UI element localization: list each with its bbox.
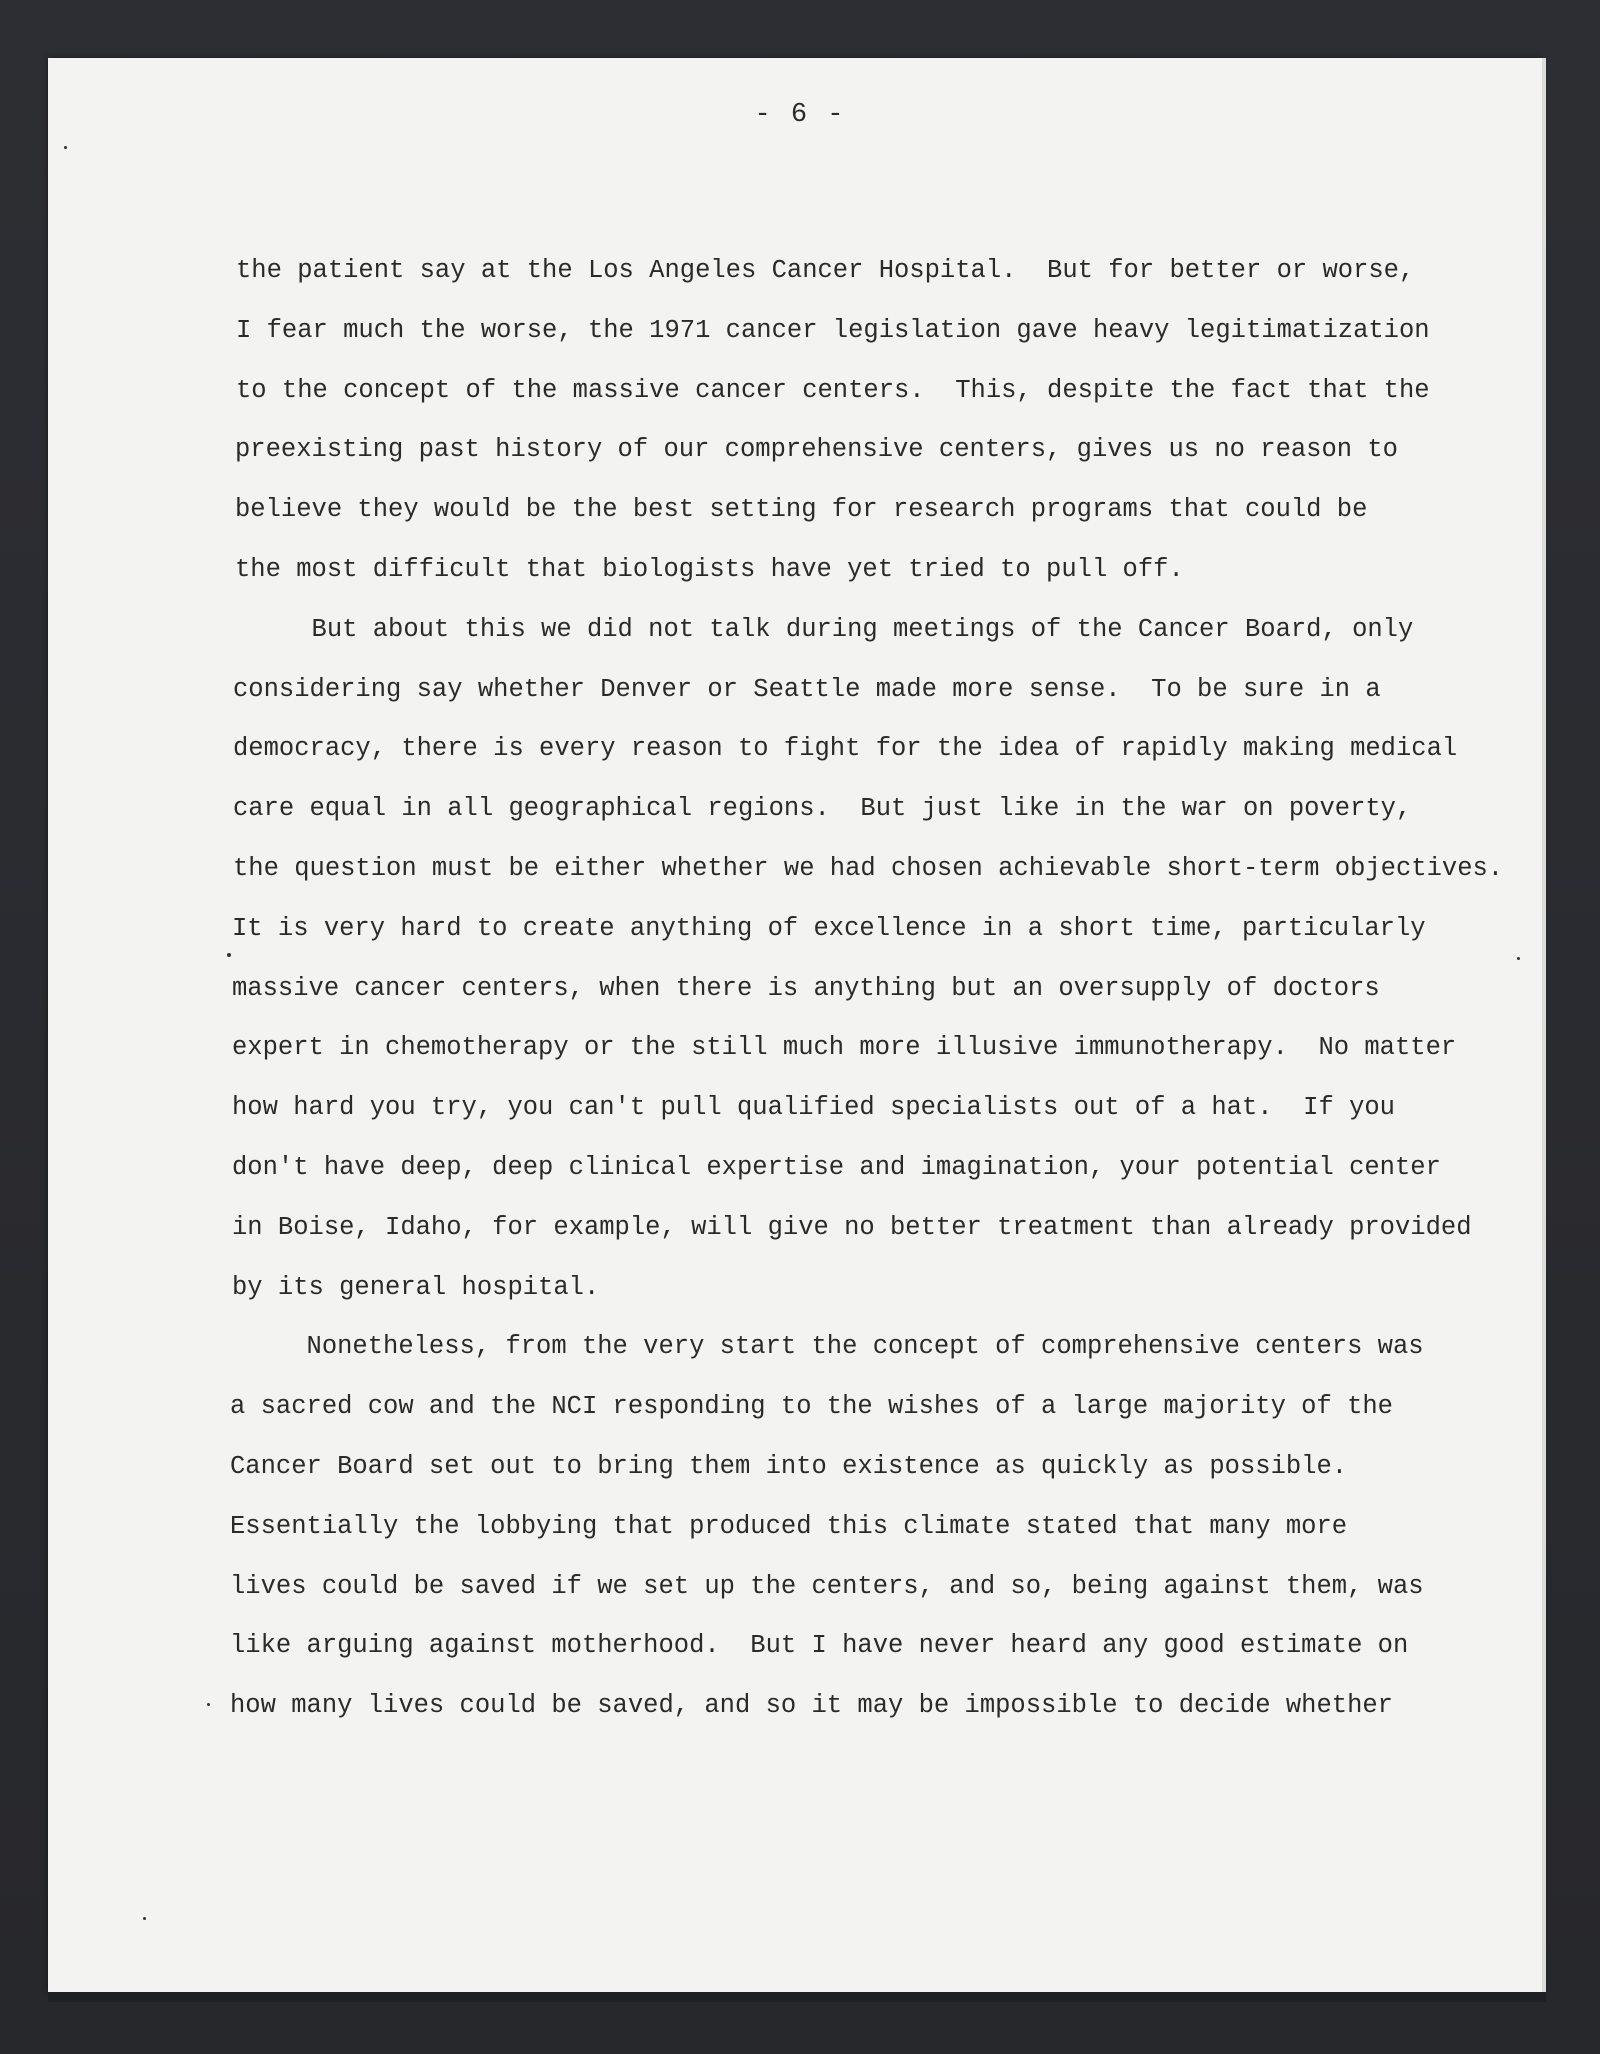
text-line: Nonetheless, from the very start the concept of comprehensive centers was	[230, 1332, 1424, 1361]
text-line: in Boise, Idaho, for example, will give no better treatment than already provided	[232, 1213, 1472, 1242]
page-bottom-shadow	[48, 1992, 1546, 2002]
text-line: don't have deep, deep clinical expertise and imagination, your potential center	[232, 1153, 1441, 1182]
text-line: It is very hard to create anything of excellence in a short time, particularly	[232, 914, 1426, 943]
scan-speck	[143, 1917, 146, 1920]
text-line: how hard you try, you can't pull qualified specialists out of a hat. If you	[232, 1093, 1395, 1122]
page-edge	[1542, 58, 1546, 1992]
text-line: to the concept of the massive cancer centers. This, despite the fact that the	[236, 376, 1430, 405]
text-line: Essentially the lobbying that produced this climate stated that many more	[230, 1512, 1348, 1541]
text-line: believe they would be the best setting for research programs that could be	[235, 495, 1368, 524]
scan-speck	[207, 1703, 210, 1706]
text-line: But about this we did not talk during meetings of the Cancer Board, only	[235, 615, 1414, 644]
text-line: Cancer Board set out to bring them into existence as quickly as possible.	[230, 1452, 1348, 1481]
text-line: a sacred cow and the NCI responding to the wishes of a large majority of the	[230, 1392, 1393, 1421]
text-line: I fear much the worse, the 1971 cancer legislation gave heavy legitimatization	[236, 316, 1430, 345]
text-line: by its general hospital.	[232, 1273, 600, 1302]
page-number: - 6 -	[754, 100, 846, 130]
text-line: how many lives could be saved, and so it may be impossible to decide whether	[230, 1691, 1393, 1720]
text-line: the most difficult that biologists have yet tried to pull off.	[235, 555, 1184, 584]
text-line: care equal in all geographical regions. But just like in the war on poverty,	[233, 794, 1412, 823]
scan-speck	[64, 146, 67, 149]
text-line: the question must be either whether we had chosen achievable short-term objectives.	[233, 854, 1504, 883]
scan-speck	[1517, 957, 1520, 960]
text-line: democracy, there is every reason to fight for the idea of rapidly making medical	[233, 734, 1458, 763]
text-line: the patient say at the Los Angeles Cancer Hospital. But for better or worse,	[236, 256, 1415, 285]
text-line: massive cancer centers, when there is anything but an oversupply of doctors	[232, 974, 1380, 1003]
text-line: considering say whether Denver or Seattle made more sense. To be sure in a	[233, 675, 1381, 704]
text-line: preexisting past history of our comprehensive centers, gives us no reason to	[235, 435, 1398, 464]
text-line: like arguing against motherhood. But I have never heard any good estimate on	[230, 1631, 1409, 1660]
text-line: lives could be saved if we set up the centers, and so, being against them, was	[230, 1572, 1424, 1601]
scan-speck	[227, 953, 231, 957]
text-line: expert in chemotherapy or the still much more illusive immunotherapy. No matter	[232, 1033, 1457, 1062]
